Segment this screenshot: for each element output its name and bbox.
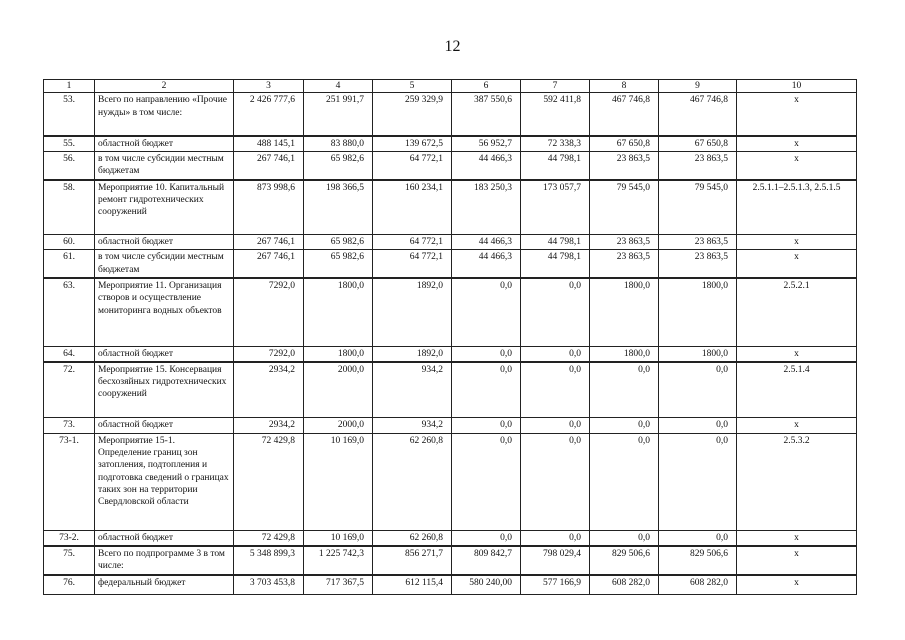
- value-cell: 829 506,6: [659, 546, 737, 575]
- value-cell: 267 746,1: [234, 250, 304, 278]
- value-cell: 0,0: [590, 418, 659, 433]
- value-cell: х: [737, 250, 857, 278]
- value-cell: 65 982,6: [304, 235, 373, 250]
- row-number-cell: 55.: [44, 136, 95, 152]
- column-header: 6: [452, 80, 521, 93]
- table-row: [44, 180, 857, 235]
- value-cell: 0,0: [590, 362, 659, 418]
- budget-table: [43, 79, 857, 595]
- column-header: 5: [373, 80, 452, 93]
- row-number-cell: 61.: [44, 250, 95, 278]
- value-cell: 2000,0: [304, 362, 373, 418]
- column-header: 9: [659, 80, 737, 93]
- value-cell: 829 506,6: [590, 546, 659, 575]
- table-row: [44, 250, 857, 278]
- value-cell: 10 169,0: [304, 433, 373, 530]
- column-header: 7: [521, 80, 590, 93]
- value-cell: 2.5.1.4: [737, 362, 857, 418]
- row-number-cell: 73-1.: [44, 433, 95, 530]
- value-cell: 0,0: [521, 433, 590, 530]
- column-header: 4: [304, 80, 373, 93]
- value-cell: 44 466,3: [452, 152, 521, 180]
- value-cell: 0,0: [452, 346, 521, 362]
- value-cell: 934,2: [373, 418, 452, 433]
- row-number-cell: 75.: [44, 546, 95, 575]
- column-header: 2: [95, 80, 234, 93]
- value-cell: 23 863,5: [590, 235, 659, 250]
- value-cell: 873 998,6: [234, 180, 304, 235]
- value-cell: 0,0: [452, 418, 521, 433]
- value-cell: 0,0: [659, 433, 737, 530]
- value-cell: 62 260,8: [373, 433, 452, 530]
- table-row: [44, 433, 857, 530]
- value-cell: 83 880,0: [304, 136, 373, 152]
- table-row: [44, 530, 857, 546]
- value-cell: 934,2: [373, 362, 452, 418]
- value-cell: 65 982,6: [304, 152, 373, 180]
- value-cell: 62 260,8: [373, 530, 452, 546]
- value-cell: 467 746,8: [659, 93, 737, 136]
- value-cell: х: [737, 530, 857, 546]
- table-row: [44, 278, 857, 346]
- value-cell: 0,0: [521, 362, 590, 418]
- page-number: 12: [444, 38, 461, 55]
- value-cell: 183 250,3: [452, 180, 521, 235]
- row-number-cell: 60.: [44, 235, 95, 250]
- value-cell: 0,0: [452, 278, 521, 346]
- value-cell: 44 466,3: [452, 235, 521, 250]
- value-cell: 64 772,1: [373, 235, 452, 250]
- value-cell: 23 863,5: [590, 152, 659, 180]
- value-cell: 5 348 899,3: [234, 546, 304, 575]
- value-cell: 0,0: [659, 418, 737, 433]
- value-cell: 1800,0: [659, 346, 737, 362]
- value-cell: 10 169,0: [304, 530, 373, 546]
- value-cell: 44 466,3: [452, 250, 521, 278]
- column-header: 3: [234, 80, 304, 93]
- value-cell: 608 282,0: [659, 575, 737, 595]
- value-cell: 1800,0: [590, 346, 659, 362]
- value-cell: 809 842,7: [452, 546, 521, 575]
- value-cell: х: [737, 346, 857, 362]
- value-cell: 0,0: [521, 530, 590, 546]
- value-cell: 259 329,9: [373, 93, 452, 136]
- row-number-cell: 64.: [44, 346, 95, 362]
- row-number-cell: 72.: [44, 362, 95, 418]
- value-cell: х: [737, 235, 857, 250]
- row-name-cell: областной бюджет: [95, 346, 234, 362]
- value-cell: 44 798,1: [521, 235, 590, 250]
- value-cell: 488 145,1: [234, 136, 304, 152]
- value-cell: 2.5.2.1: [737, 278, 857, 346]
- value-cell: 1800,0: [590, 278, 659, 346]
- value-cell: 267 746,1: [234, 235, 304, 250]
- value-cell: 1 225 742,3: [304, 546, 373, 575]
- value-cell: 612 115,4: [373, 575, 452, 595]
- value-cell: 0,0: [590, 530, 659, 546]
- value-cell: 798 029,4: [521, 546, 590, 575]
- value-cell: 198 366,5: [304, 180, 373, 235]
- value-cell: 23 863,5: [659, 250, 737, 278]
- table-row: [44, 346, 857, 362]
- value-cell: 1892,0: [373, 346, 452, 362]
- row-number-cell: 58.: [44, 180, 95, 235]
- value-cell: 0,0: [452, 433, 521, 530]
- value-cell: 0,0: [590, 433, 659, 530]
- value-cell: 65 982,6: [304, 250, 373, 278]
- value-cell: 2.5.1.1–2.5.1.3, 2.5.1.5: [737, 180, 857, 235]
- table-row: [44, 575, 857, 595]
- column-header: 1: [44, 80, 95, 93]
- row-name-cell: Мероприятие 15-1. Определение границ зон затопления, подтопления и подготовка сведений о границах таких зон на территории Свердловской области: [95, 433, 234, 530]
- value-cell: 79 545,0: [590, 180, 659, 235]
- row-name-cell: областной бюджет: [95, 235, 234, 250]
- row-name-cell: областной бюджет: [95, 136, 234, 152]
- value-cell: х: [737, 93, 857, 136]
- row-number-cell: 76.: [44, 575, 95, 595]
- value-cell: 0,0: [659, 530, 737, 546]
- value-cell: 173 057,7: [521, 180, 590, 235]
- table-row: [44, 418, 857, 433]
- value-cell: 2934,2: [234, 362, 304, 418]
- value-cell: 2 426 777,6: [234, 93, 304, 136]
- value-cell: 2934,2: [234, 418, 304, 433]
- row-number-cell: 63.: [44, 278, 95, 346]
- row-name-cell: областной бюджет: [95, 418, 234, 433]
- value-cell: 467 746,8: [590, 93, 659, 136]
- value-cell: 23 863,5: [659, 235, 737, 250]
- value-cell: 2000,0: [304, 418, 373, 433]
- row-name-cell: Мероприятие 10. Капитальный ремонт гидротехнических сооружений: [95, 180, 234, 235]
- value-cell: 64 772,1: [373, 250, 452, 278]
- table-body: [44, 93, 857, 595]
- row-name-cell: федеральный бюджет: [95, 575, 234, 595]
- value-cell: 0,0: [452, 530, 521, 546]
- value-cell: 23 863,5: [590, 250, 659, 278]
- table-row: [44, 546, 857, 575]
- value-cell: 72 338,3: [521, 136, 590, 152]
- row-name-cell: Мероприятие 15. Консервация бесхозяйных гидротехнических сооружений: [95, 362, 234, 418]
- value-cell: 0,0: [521, 278, 590, 346]
- value-cell: 7292,0: [234, 346, 304, 362]
- column-header: 10: [737, 80, 857, 93]
- value-cell: 1800,0: [304, 278, 373, 346]
- value-cell: 44 798,1: [521, 152, 590, 180]
- value-cell: 67 650,8: [590, 136, 659, 152]
- value-cell: 1892,0: [373, 278, 452, 346]
- value-cell: 580 240,00: [452, 575, 521, 595]
- value-cell: 251 991,7: [304, 93, 373, 136]
- value-cell: 79 545,0: [659, 180, 737, 235]
- row-name-cell: в том числе субсидии местным бюджетам: [95, 250, 234, 278]
- value-cell: 856 271,7: [373, 546, 452, 575]
- row-name-cell: Всего по направлению «Прочие нужды» в том числе:: [95, 93, 234, 136]
- value-cell: 44 798,1: [521, 250, 590, 278]
- value-cell: 0,0: [659, 362, 737, 418]
- value-cell: 56 952,7: [452, 136, 521, 152]
- column-header: 8: [590, 80, 659, 93]
- value-cell: 387 550,6: [452, 93, 521, 136]
- value-cell: 592 411,8: [521, 93, 590, 136]
- value-cell: 0,0: [452, 362, 521, 418]
- value-cell: 160 234,1: [373, 180, 452, 235]
- table-row: [44, 93, 857, 136]
- value-cell: 267 746,1: [234, 152, 304, 180]
- value-cell: х: [737, 418, 857, 433]
- value-cell: 72 429,8: [234, 433, 304, 530]
- value-cell: х: [737, 152, 857, 180]
- value-cell: 608 282,0: [590, 575, 659, 595]
- row-number-cell: 53.: [44, 93, 95, 136]
- row-name-cell: областной бюджет: [95, 530, 234, 546]
- value-cell: 1800,0: [304, 346, 373, 362]
- value-cell: 72 429,8: [234, 530, 304, 546]
- row-name-cell: Всего по подпрограмме 3 в том числе:: [95, 546, 234, 575]
- value-cell: 577 166,9: [521, 575, 590, 595]
- row-number-cell: 73.: [44, 418, 95, 433]
- row-number-cell: 56.: [44, 152, 95, 180]
- value-cell: 0,0: [521, 346, 590, 362]
- value-cell: х: [737, 575, 857, 595]
- column-number-row: [44, 80, 857, 93]
- value-cell: х: [737, 136, 857, 152]
- row-name-cell: Мероприятие 11. Организация створов и осуществление мониторинга водных объектов: [95, 278, 234, 346]
- value-cell: 3 703 453,8: [234, 575, 304, 595]
- value-cell: 1800,0: [659, 278, 737, 346]
- value-cell: 0,0: [521, 418, 590, 433]
- table-row: [44, 362, 857, 418]
- row-number-cell: 73-2.: [44, 530, 95, 546]
- row-name-cell: в том числе субсидии местным бюджетам: [95, 152, 234, 180]
- value-cell: х: [737, 546, 857, 575]
- value-cell: 7292,0: [234, 278, 304, 346]
- value-cell: 139 672,5: [373, 136, 452, 152]
- value-cell: 2.5.3.2: [737, 433, 857, 530]
- table-row: [44, 235, 857, 250]
- value-cell: 23 863,5: [659, 152, 737, 180]
- value-cell: 67 650,8: [659, 136, 737, 152]
- table-row: [44, 152, 857, 180]
- table-row: [44, 136, 857, 152]
- value-cell: 717 367,5: [304, 575, 373, 595]
- value-cell: 64 772,1: [373, 152, 452, 180]
